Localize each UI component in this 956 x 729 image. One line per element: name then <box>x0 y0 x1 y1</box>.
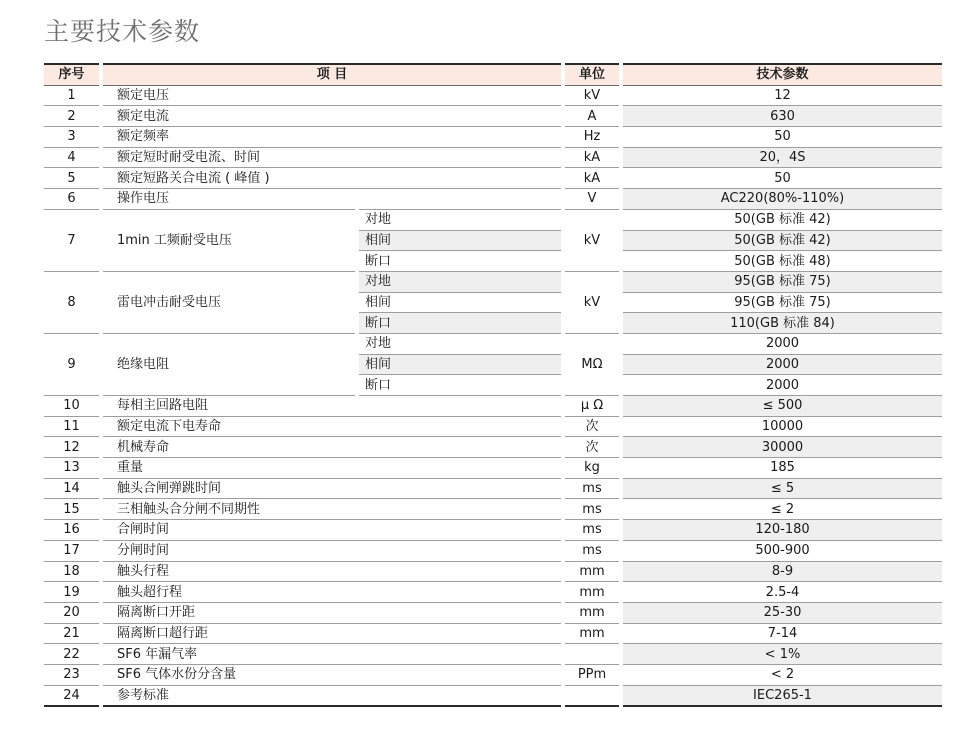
table-row <box>44 561 942 582</box>
row-item: 1min 工频耐受电压 <box>101 209 357 271</box>
row-number: 4 <box>44 147 101 168</box>
table-row <box>44 602 942 623</box>
table-row <box>44 127 942 148</box>
row-number: 19 <box>44 582 101 603</box>
row-item: 重量 <box>101 458 563 479</box>
row-unit <box>563 644 621 665</box>
row-sub-item: 相间 <box>357 230 563 251</box>
table-row <box>44 209 942 230</box>
row-value: 12 <box>621 85 942 106</box>
row-unit: kA <box>563 168 621 189</box>
table-row <box>44 540 942 561</box>
row-item: 合闸时间 <box>101 520 563 541</box>
table-row <box>44 333 942 354</box>
row-sub-item: 断口 <box>357 375 563 396</box>
table-header-row <box>44 64 942 85</box>
row-sub-item: 对地 <box>357 271 563 292</box>
table-row <box>44 623 942 644</box>
row-unit: ms <box>563 540 621 561</box>
row-value: 2000 <box>621 354 942 375</box>
row-value: 30000 <box>621 437 942 458</box>
row-unit: kg <box>563 458 621 479</box>
table-row <box>44 271 942 292</box>
row-sub-item: 对地 <box>357 209 563 230</box>
table-row <box>44 437 942 458</box>
row-item: 每相主回路电阻 <box>101 396 563 417</box>
table-row <box>44 685 942 706</box>
table-row <box>44 664 942 685</box>
row-item: 额定短路关合电流 ( 峰值 ) <box>101 168 563 189</box>
row-item: 操作电压 <box>101 189 563 210</box>
row-number: 24 <box>44 685 101 706</box>
row-number: 7 <box>44 209 101 271</box>
row-number: 21 <box>44 623 101 644</box>
row-unit: mm <box>563 623 621 644</box>
row-value: AC220(80%-110%) <box>621 189 942 210</box>
row-unit: kV <box>563 271 621 333</box>
row-item: 参考标准 <box>101 685 563 706</box>
row-unit: mm <box>563 602 621 623</box>
table-row <box>44 644 942 665</box>
row-value: 50(GB 标准 48) <box>621 251 942 272</box>
row-number: 8 <box>44 271 101 333</box>
row-item: 隔离断口超行距 <box>101 623 563 644</box>
row-sub-item: 相间 <box>357 354 563 375</box>
row-unit: kV <box>563 85 621 106</box>
row-item: 雷电冲击耐受电压 <box>101 271 357 333</box>
row-number: 13 <box>44 458 101 479</box>
row-item: 额定电流 <box>101 106 563 127</box>
row-value: 185 <box>621 458 942 479</box>
row-item: 额定频率 <box>101 127 563 148</box>
row-value: 20，4S <box>621 147 942 168</box>
row-unit: 次 <box>563 416 621 437</box>
row-item: 触头超行程 <box>101 582 563 603</box>
row-value: ≤ 500 <box>621 396 942 417</box>
row-sub-item: 断口 <box>357 313 563 334</box>
row-sub-item: 对地 <box>357 333 563 354</box>
row-value: 8-9 <box>621 561 942 582</box>
table-row <box>44 85 942 106</box>
row-unit: kV <box>563 209 621 271</box>
row-number: 3 <box>44 127 101 148</box>
row-value: 500-900 <box>621 540 942 561</box>
row-unit: 次 <box>563 437 621 458</box>
row-number: 17 <box>44 540 101 561</box>
row-unit: ms <box>563 478 621 499</box>
row-number: 2 <box>44 106 101 127</box>
row-item: 分闸时间 <box>101 540 563 561</box>
row-unit: ms <box>563 520 621 541</box>
row-item: 机械寿命 <box>101 437 563 458</box>
row-unit: mm <box>563 561 621 582</box>
row-item: 额定电压 <box>101 85 563 106</box>
header-value: 技术参数 <box>621 64 942 85</box>
row-number: 1 <box>44 85 101 106</box>
row-unit: V <box>563 189 621 210</box>
row-value: 95(GB 标准 75) <box>621 292 942 313</box>
row-item: 额定电流下电寿命 <box>101 416 563 437</box>
header-unit: 单位 <box>563 64 621 85</box>
row-value: 2.5-4 <box>621 582 942 603</box>
row-item: 绝缘电阻 <box>101 333 357 395</box>
row-number: 23 <box>44 664 101 685</box>
row-unit <box>563 685 621 706</box>
row-number: 11 <box>44 416 101 437</box>
row-item: SF6 气体水份分含量 <box>101 664 563 685</box>
row-value: 50(GB 标准 42) <box>621 230 942 251</box>
row-unit: Hz <box>563 127 621 148</box>
row-item: 额定短时耐受电流、时间 <box>101 147 563 168</box>
table-row <box>44 106 942 127</box>
table-row <box>44 478 942 499</box>
table-row <box>44 458 942 479</box>
table-row <box>44 520 942 541</box>
row-number: 20 <box>44 602 101 623</box>
table-row <box>44 396 942 417</box>
table-body <box>44 85 942 706</box>
row-unit: PPm <box>563 664 621 685</box>
row-unit: μ Ω <box>563 396 621 417</box>
row-number: 15 <box>44 499 101 520</box>
row-item: 隔离断口开距 <box>101 602 563 623</box>
row-sub-item: 断口 <box>357 251 563 272</box>
row-number: 10 <box>44 396 101 417</box>
row-value: 50 <box>621 127 942 148</box>
row-unit: MΩ <box>563 333 621 395</box>
row-number: 6 <box>44 189 101 210</box>
row-number: 22 <box>44 644 101 665</box>
row-unit: ms <box>563 499 621 520</box>
row-number: 18 <box>44 561 101 582</box>
table-row <box>44 147 942 168</box>
row-value: 50 <box>621 168 942 189</box>
row-value: 110(GB 标准 84) <box>621 313 942 334</box>
row-sub-item: 相间 <box>357 292 563 313</box>
row-value: 2000 <box>621 333 942 354</box>
row-value: 25-30 <box>621 602 942 623</box>
header-no: 序号 <box>44 64 101 85</box>
page-title: 主要技术参数 <box>44 17 201 46</box>
row-value: IEC265-1 <box>621 685 942 706</box>
row-unit: kA <box>563 147 621 168</box>
row-item: SF6 年漏气率 <box>101 644 563 665</box>
row-value: 2000 <box>621 375 942 396</box>
row-value: 630 <box>621 106 942 127</box>
row-unit: A <box>563 106 621 127</box>
row-item: 触头行程 <box>101 561 563 582</box>
table-row <box>44 168 942 189</box>
row-number: 9 <box>44 333 101 395</box>
row-number: 5 <box>44 168 101 189</box>
row-value: < 1% <box>621 644 942 665</box>
row-value: ≤ 5 <box>621 478 942 499</box>
row-item: 触头合闸弹跳时间 <box>101 478 563 499</box>
row-unit: mm <box>563 582 621 603</box>
table-row <box>44 416 942 437</box>
row-value: 10000 <box>621 416 942 437</box>
table-row <box>44 499 942 520</box>
row-number: 12 <box>44 437 101 458</box>
row-item: 三相触头合分闸不同期性 <box>101 499 563 520</box>
row-value: < 2 <box>621 664 942 685</box>
row-number: 16 <box>44 520 101 541</box>
table-row <box>44 582 942 603</box>
row-value: ≤ 2 <box>621 499 942 520</box>
row-number: 14 <box>44 478 101 499</box>
table-row <box>44 189 942 210</box>
spec-table <box>44 63 942 707</box>
row-value: 120-180 <box>621 520 942 541</box>
row-value: 95(GB 标准 75) <box>621 271 942 292</box>
header-item: 项 目 <box>101 64 563 85</box>
row-value: 7-14 <box>621 623 942 644</box>
row-value: 50(GB 标准 42) <box>621 209 942 230</box>
